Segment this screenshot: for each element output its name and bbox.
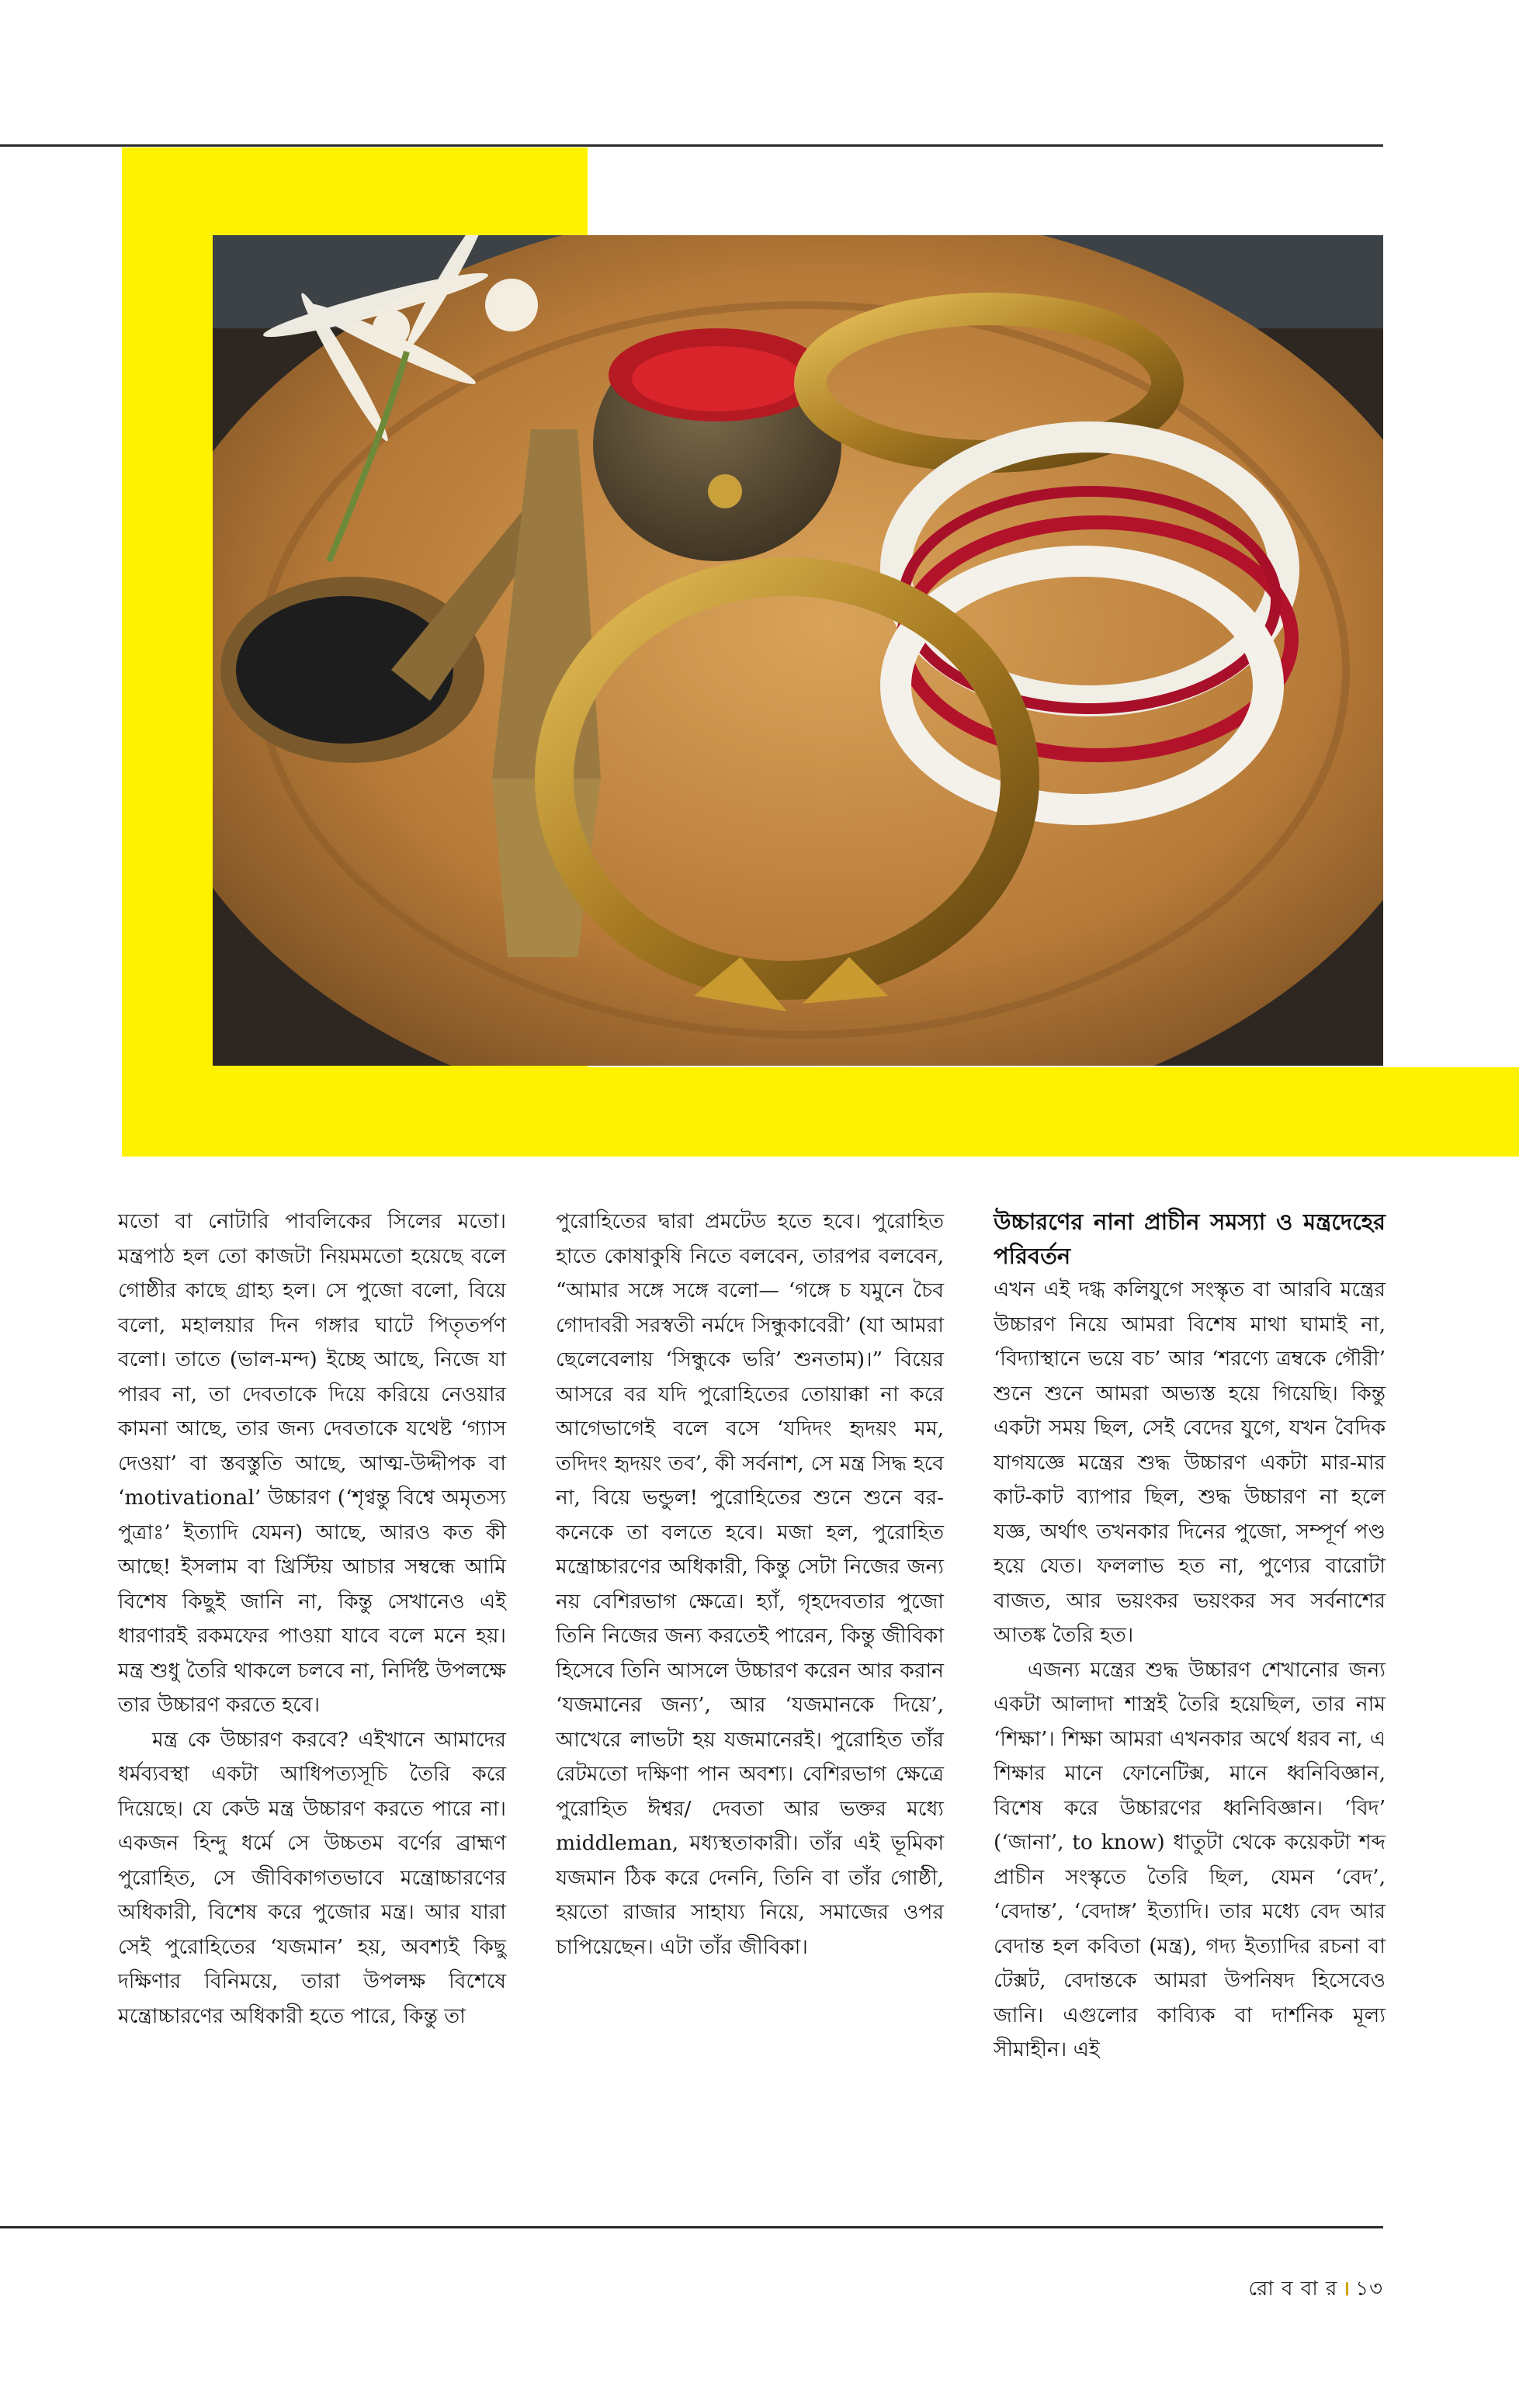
- section-heading: উচ্চারণের নানা প্রাচীন সমস্যা ও মন্ত্রদেহের পরিবর্তন: [994, 1209, 1386, 1269]
- article-photo-puja-plate: [213, 235, 1383, 1066]
- article-column-3: [994, 1205, 1386, 2068]
- column-1-paragraph-1: মতো বা নোটারি পাবলিকের সিলের মতো। মন্ত্রপাঠ হল তো কাজটা নিয়মমতো হয়েছে বলে গোষ্ঠীর কাছে গ্রাহ্য হল। সে পুজো বলো, বিয়ে বলো, মহালয়ার দিন গঙ্গার ঘাটে পিতৃতর্পণ বলো। তাতে (ভাল-মন্দ) ইচ্ছে আছে, নিজে যা পারব না, তা দেবতাকে দিয়ে করিয়ে নেওয়ার কামনা আছে, তার জন্য দেবতাকে যথেষ্ট ‘গ্যাস দেওয়া’ বা স্তবস্তুতি আছে, আত্ম-উদ্দীপক বা ‘motivational’ উচ্চারণ (‘শৃণ্বন্তু বিশ্বে অমৃতস্য পুত্রাঃ’ ইত্যাদি যেমন) আছে, আরও কত কী আছে! ইসলাম বা খ্রিস্টিয় আচার সম্বন্ধে আমি বিশেষ কিছুই জানি না, কিন্তু সেখানেও এই ধারণারই রকমফের পাওয়া যাবে বলে মনে হয়। মন্ত্র শুধু তৈরি থাকলে চলবে না, নির্দিষ্ট উপলক্ষে তার উচ্চারণ করতে হবে।: [118, 1209, 506, 1717]
- page-footer: [1248, 2273, 1383, 2307]
- column-1-paragraph-2: মন্ত্র কে উচ্চারণ করবে? এইখানে আমাদের ধর্মব্যবস্থা একটা আধিপত্যসূচি তৈরি করে দিয়েছে। যে কেউ মন্ত্র উচ্চারণ করতে পারে না। একজন হিন্দু ধর্মে সে উচ্চতম বর্ণের ব্রাহ্মণ পুরোহিত, সে জীবিকাগতভাবে মন্ত্রোচ্চারণের অধিকারী, বিশেষ করে পুজোর মন্ত্র। আর যারা সেই পুরোহিতের ‘যজমান’ হয়, অবশ্যই কিছু দক্ষিণার বিনিময়ে, তারা উপলক্ষ বিশেষে মন্ত্রোচ্চারণের অধিকারী হতে পারে, কিন্তু তা: [118, 1727, 506, 2028]
- column-3-paragraph-2: এজন্য মন্ত্রের শুদ্ধ উচ্চারণ শেখানোর জন্য একটা আলাদা শাস্ত্রই তৈরি হয়েছিল, তার নাম ‘শিক্ষা’। শিক্ষা আমরা এখনকার অর্থে ধরব না, এ শিক্ষার মানে ফোনেটিক্স, মানে ধ্বনিবিজ্ঞান, বিশেষ করে উচ্চারণের ধ্বনিবিজ্ঞান। ‘বিদ’ (‘জানা’, to know) ধাতুটা থেকে কয়েকটা শব্দ প্রাচীন সংস্কৃতে তৈরি ছিল, যেমন ‘বেদ’, ‘বেদান্ত’, ‘বেদাঙ্গ’ ইত্যাদি। তার মধ্যে বেদ আর বেদান্ত হল কবিতা (মন্ত্র), গদ্য ইত্যাদির রচনা বা টেক্সট, বেদান্তকে আমরা উপনিষদ হিসেবেও জানি। এগুলোর কাব্যিক বা দার্শনিক মূল্য সীমাহীন। এই: [994, 1657, 1386, 2062]
- bottom-rule: [0, 2226, 1383, 2228]
- page-number: ১৩: [1355, 2277, 1383, 2301]
- magazine-name: রো ব বা র: [1248, 2277, 1338, 2301]
- column-2-paragraph-1: পুরোহিতের দ্বারা প্রমটেড হতে হবে। পুরোহিত হাতে কোষাকুষি নিতে বলবেন, তারপর বলবেন, “আমার সঙ্গে সঙ্গে বলো— ‘গঙ্গে চ যমুনে চৈব গোদাবরী সরস্বতী নর্মদে সিন্ধুকাবেরী’ (যা আমরা ছেলেবেলায় ‘সিন্ধুকে ভরি’ শুনতাম)।” বিয়ের আসরে বর যদি পুরোহিতের তোয়াক্কা না করে আগেভাগেই বলে বসে ‘যদিদং হৃদয়ং মম, তদিদং হৃদয়ং তব’, কী সর্বনাশ, সে মন্ত্র সিদ্ধ হবে না, বিয়ে ভন্ডুল! পুরোহিতের শুনে শুনে বর-কনেকে তা বলতে হবে। মজা হল, পুরোহিত মন্ত্রোচ্চারণের অধিকারী, কিন্তু সেটা নিজের জন্য নয় বেশিরভাগ ক্ষেত্রে। হ্যাঁ, গৃহদেবতার পুজো তিনি নিজের জন্য করতেই পারেন, কিন্তু জীবিকা হিসেবে তিনি আসলে উচ্চারণ করেন আর করান ‘যজমানের জন্য’, আর ‘যজমানকে দিয়ে’, আখেরে লাভটা হয় যজমানেরই। পুরোহিত তাঁর রেটমতো দক্ষিণা পান অবশ্য। বেশিরভাগ ক্ষেত্রে পুরোহিত ঈশ্বর/ দেবতা আর ভক্তর মধ্যে middleman, মধ্যস্থতাকারী। তাঁর এই ভূমিকা যজমান ঠিক করে দেননি, তিনি বা তাঁর গোষ্ঠী, হয়তো রাজার সাহায্য নিয়ে, সমাজের ওপর চাপিয়েছেন। এটা তাঁর জীবিকা।: [556, 1209, 944, 1959]
- top-rule: [0, 144, 1383, 147]
- footer-separator: ।: [1342, 2277, 1351, 2301]
- article-column-2: [556, 1205, 944, 1965]
- yellow-accent-block-bottom: [122, 1067, 1519, 1157]
- article-column-1: [118, 1205, 506, 2034]
- column-3-paragraph-1: এখন এই দগ্ধ কলিযুগে সংস্কৃত বা আরবি মন্ত্রের উচ্চারণ নিয়ে আমরা বিশেষ মাথা ঘামাই না, ‘বিদ্যাস্থানে ভয়ে বচ’ আর ‘শরণ্যে ত্রম্বকে গৌরী’ শুনে শুনে আমরা অভ্যস্ত হয়ে গিয়েছি। কিন্তু একটা সময় ছিল, সেই বেদের যুগে, যখন বৈদিক যাগযজ্ঞে মন্ত্রের শুদ্ধ উচ্চারণ একটা মার-মার কাট-কাট ব্যাপার ছিল, শুদ্ধ উচ্চারণ না হলে যজ্ঞ, অর্থাৎ তখনকার দিনের পুজো, সম্পূর্ণ পণ্ড হয়ে যেত। ফললাভ হত না, পুণ্যের বারোটা বাজত, আর ভয়ংকর ভয়ংকর সব সর্বনাশের আতঙ্ক তৈরি হত।: [994, 1278, 1386, 1647]
